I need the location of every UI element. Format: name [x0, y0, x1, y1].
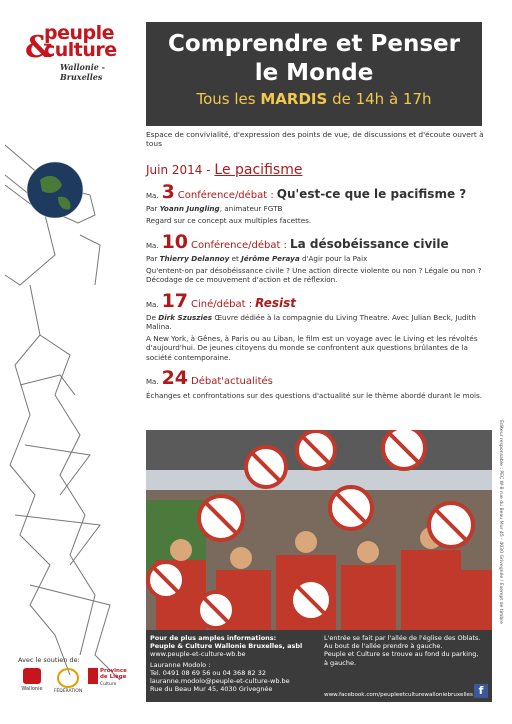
- event-type: Ciné/débat :: [191, 298, 253, 310]
- event-date: 17: [161, 289, 189, 312]
- federation-logo-text: FÉDÉRATION: [53, 689, 83, 694]
- no-weapon-sign-icon: [297, 431, 335, 469]
- event-title: Resist: [255, 295, 297, 310]
- event-title: La désobéissance civile: [289, 236, 449, 251]
- speaker-name: Yoann Jungling: [159, 204, 220, 213]
- event-description: Regard sur ce concept aux multiples facettes.: [146, 216, 312, 225]
- month-label: Juin 2014 -: [146, 163, 215, 177]
- federation-icon: [57, 668, 79, 688]
- schedule-day: MARDIS: [260, 90, 328, 108]
- no-weapon-sign-icon: [429, 503, 473, 547]
- event-title: Qu'est-ce que le pacifisme ?: [276, 187, 467, 201]
- contact-name: Lauranne Modolo :: [150, 660, 211, 669]
- province-logo-text: Province de Liège: [100, 668, 127, 680]
- event-item: [146, 368, 486, 401]
- speaker-pre: Par: [146, 253, 160, 263]
- wallonie-logo-text: Wallonie: [21, 686, 43, 692]
- no-weapon-sign-icon: [291, 580, 331, 620]
- no-weapon-sign-icon: [198, 592, 234, 628]
- intro-text: Espace de convivialité, d'expression des points de vue, de discussions et d'écoute ouvert à tous: [146, 130, 484, 148]
- access-line-1: L'entrée se fait par l'allée de l'église des Oblats.: [324, 634, 481, 642]
- event-type: Conférence/débat :: [191, 239, 287, 251]
- federation-logo: [52, 668, 84, 694]
- website-link[interactable]: www.peuple-et-culture-wb.be: [150, 650, 246, 659]
- peuple-culture-logo: [22, 22, 142, 82]
- footer-access: [324, 634, 484, 667]
- event-description: Qu'entent-on par désobéissance civile ? Une action directe violente ou non ? Légale ou non ? Décodage de ce mouvement d'action et de réflexion.: [146, 265, 482, 284]
- speaker-name-2: Jérôme Peraya: [241, 253, 300, 263]
- event-description: A New York, à Gênes, à Paris ou au Liban, le film est un voyage avec le Living et les révoltés d'aujourd'hui. De jeunes citoyens du monde se confrontent aux questions brûlantes de la société contemporaine.: [146, 333, 478, 362]
- speaker-name: Thierry Delannoy: [159, 253, 230, 263]
- event-description: Échanges et confrontations sur des questions d'actualité sur le thème abordé durant le mois.: [146, 391, 483, 400]
- province-icon: [88, 668, 98, 684]
- speaker-pre: De: [146, 312, 159, 322]
- no-weapon-sign-icon: [246, 447, 286, 487]
- event-speaker: [146, 313, 486, 331]
- event-day: Ma.: [146, 300, 159, 309]
- logo-line-region: Wallonie - Bruxelles: [60, 62, 105, 82]
- header-title-line1: Comprendre et Penser: [168, 31, 460, 57]
- event-item: [146, 232, 486, 285]
- event-type: Conférence/débat :: [177, 190, 274, 201]
- event-speaker: [146, 254, 486, 263]
- footer-info: [146, 630, 492, 702]
- event-date: 24: [161, 367, 189, 389]
- event-type: Débat'actualités: [191, 376, 273, 387]
- event-date: 10: [161, 230, 189, 253]
- contact-address: Rue du Beau Mur 45, 4030 Grivegnée: [150, 685, 273, 694]
- speaker-name: Dirk Szuszies: [158, 312, 213, 322]
- speaker-post: Œuvre dédiée à la compagnie du Living Theatre. Avec Julian Beck, Judith Malina.: [146, 312, 476, 331]
- speaker-post: , animateur FGTB: [219, 204, 283, 213]
- month-heading: [146, 162, 486, 178]
- speaker-mid: et: [229, 253, 242, 263]
- sponsor-logos: [18, 668, 128, 708]
- schedule-pre: Tous les: [196, 90, 261, 108]
- contact-phone: Tel. 0491 08 69 56 ou 04 368 82 32: [150, 668, 267, 677]
- month-theme: Le pacifisme: [214, 162, 303, 178]
- event-day: Ma.: [146, 192, 159, 200]
- access-line-3: Peuple et Culture se trouve au fond du parking, à gauche.: [324, 650, 479, 667]
- event-day: Ma.: [146, 378, 159, 386]
- event-item: [146, 182, 486, 226]
- no-weapon-sign-icon: [199, 496, 243, 540]
- figure-line-art: [0, 135, 140, 695]
- wallonie-logo: [18, 668, 46, 692]
- facebook-icon[interactable]: f: [474, 684, 488, 698]
- event-speaker: [146, 204, 486, 213]
- figure-drawing: [0, 135, 140, 695]
- province-logo-sub: Culture: [100, 682, 117, 687]
- speaker-post: d'Agir pour la Paix: [299, 253, 368, 263]
- header-title-line2: le Monde: [254, 60, 374, 86]
- logo-line-culture: culture: [44, 39, 117, 61]
- event-day: Ma.: [146, 241, 159, 250]
- rooster-icon: [23, 668, 41, 684]
- no-weapon-sign-icon: [148, 562, 184, 598]
- logo-line-peuple: peuple: [44, 22, 115, 44]
- schedule-post: de 14h à 17h: [327, 90, 432, 108]
- header-schedule: [146, 90, 482, 108]
- facebook-link[interactable]: www.facebook.com/peupleetculturewalloniebruxelles: [324, 692, 473, 698]
- support-label: Avec le soutien de:: [18, 656, 80, 664]
- header-title: [146, 30, 482, 88]
- protest-photo-art: [146, 430, 492, 630]
- event-date: 3: [161, 181, 175, 203]
- contact-email[interactable]: lauranne.modolo@peuple-et-culture-wb.be: [150, 677, 290, 686]
- footer-contact: [150, 634, 310, 693]
- no-weapon-sign-icon: [330, 487, 372, 529]
- program-content: [146, 162, 486, 407]
- legal-sidebar: [495, 420, 505, 710]
- logo-ampersand: &: [25, 30, 53, 65]
- access-line-2: Au bout de l'allée prendre à gauche.: [324, 642, 443, 651]
- speaker-pre: Par: [146, 204, 160, 213]
- event-item: [146, 291, 486, 363]
- header-banner: [146, 22, 482, 126]
- no-weapon-sign-icon: [383, 430, 425, 469]
- info-heading: Pour de plus amples informations:: [150, 634, 277, 642]
- protest-photo: [146, 430, 492, 630]
- legal-text: Éditeur responsable : PEC W-B rue du Beau Mur 45 - 4030 Grivegnée / Exempt de timbre: [498, 420, 503, 624]
- org-name: Peuple & Culture Wallonie Bruxelles, asbl: [150, 642, 303, 651]
